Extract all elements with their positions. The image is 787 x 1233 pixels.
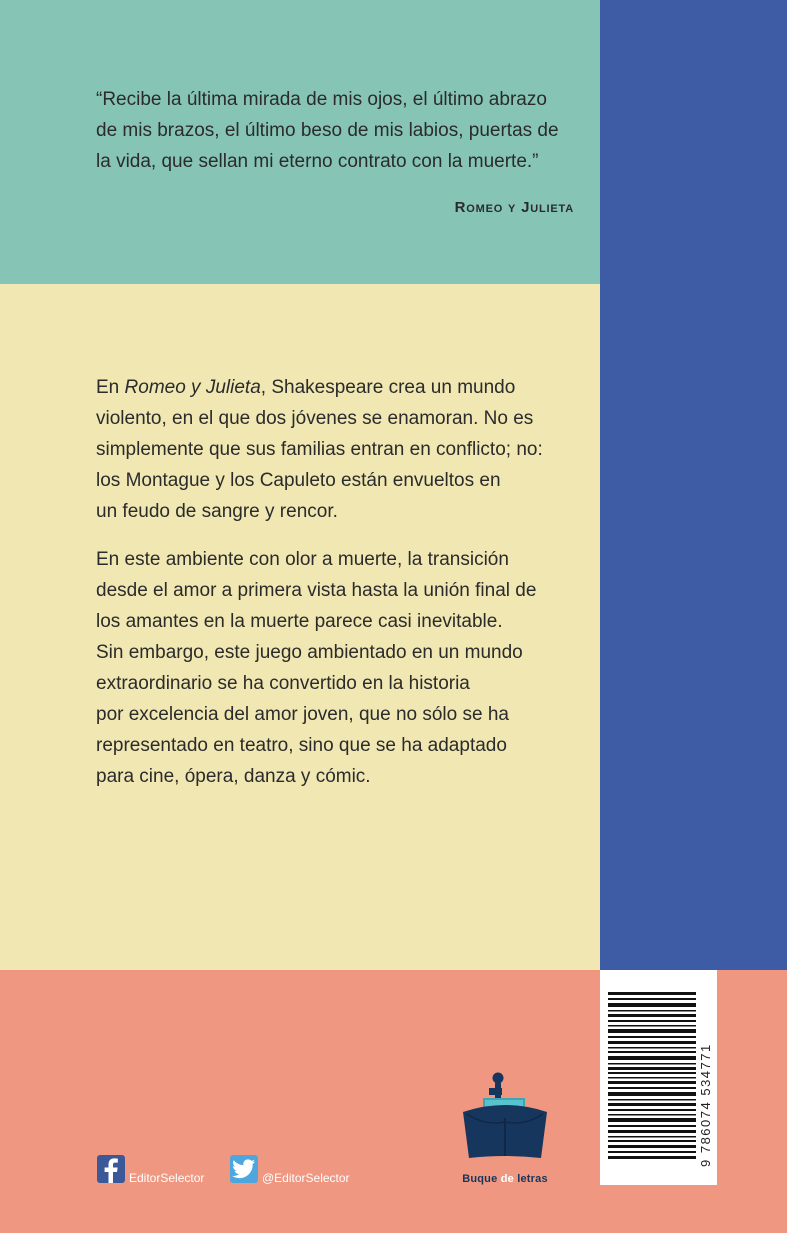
description-line: los amantes en la muerte parece casi inevitable.: [96, 611, 503, 632]
barcode-icon: [608, 990, 696, 1160]
logo-word: de: [500, 1173, 514, 1185]
twitter-link[interactable]: [230, 1155, 350, 1183]
publisher-logo: [452, 1068, 558, 1185]
quote-line: de mis brazos, el último beso de mis labios, puertas de: [96, 120, 559, 141]
quote-line: la vida, que sellan mi eterno contrato con la muerte.”: [96, 151, 539, 172]
description-line: violento, en el que dos jóvenes se enamoran. No es: [96, 408, 534, 429]
quote-line: “Recibe la última mirada de mis ojos, el último abrazo: [96, 89, 547, 110]
ship-icon: [455, 1068, 555, 1168]
description-line: desde el amor a primera vista hasta la unión final de: [96, 580, 537, 601]
book-title-italic: Romeo y Julieta: [124, 377, 261, 398]
logo-word: Buque: [462, 1173, 498, 1185]
description-line: por excelencia del amor joven, que no sólo se ha: [96, 704, 509, 725]
quote-source: Romeo y Julieta: [454, 199, 574, 216]
description-line: para cine, ópera, danza y cómic.: [96, 766, 371, 787]
description-paragraph-1: [96, 372, 592, 527]
twitter-icon: [230, 1155, 258, 1183]
description-line: simplemente que sus familias entran en conflicto; no:: [96, 439, 543, 460]
logo-word: letras: [517, 1173, 548, 1185]
facebook-link[interactable]: [97, 1155, 204, 1183]
description-line: extraordinario se ha convertido en la historia: [96, 673, 470, 694]
facebook-icon: [97, 1155, 125, 1183]
isbn-digits: 9 786074 534771: [698, 1043, 713, 1167]
description-line: un feudo de sangre y rencor.: [96, 501, 338, 522]
text-fragment: En: [96, 377, 125, 398]
back-cover-quote: [96, 84, 586, 177]
description-paragraph-2: [96, 544, 592, 792]
publisher-name: [452, 1173, 558, 1185]
description-line: los Montague y los Capuleto están envueltos en: [96, 470, 501, 491]
description-line: En este ambiente con olor a muerte, la transición: [96, 549, 509, 570]
facebook-handle: EditorSelector: [129, 1171, 205, 1185]
twitter-handle: @EditorSelector: [262, 1171, 350, 1185]
spine-color-block: [600, 0, 787, 970]
description-line: representado en teatro, sino que se ha adaptado: [96, 735, 507, 756]
text-fragment: , Shakespeare crea un mundo: [260, 377, 516, 398]
description-line: Sin embargo, este juego ambientado en un mundo: [96, 642, 523, 663]
description-line: [96, 372, 592, 403]
